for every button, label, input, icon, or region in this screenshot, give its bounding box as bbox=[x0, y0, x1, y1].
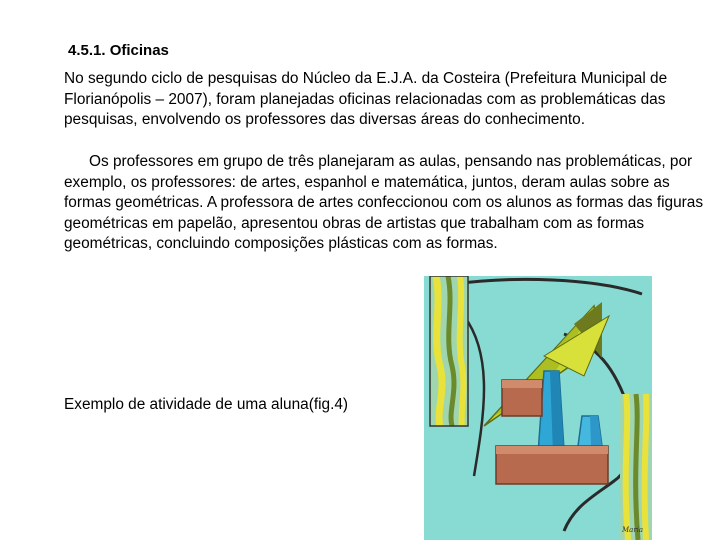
artist-signature: Maria bbox=[622, 526, 644, 534]
paragraph-workshops: Os professores em grupo de três planejaram as aulas, pensando nas problemáticas, por exemplo, os professores: de artes, espanhol e matemática, juntos, deram aulas sobre as formas geométricas. A professora de artes confeccionou com os alunos as formas das figuras geométricas em papelão, apresentou obras de artistas que trabalham com as formas geométricas, concluindo composições plásticas com as formas. bbox=[64, 153, 704, 253]
geometric-composition-drawing bbox=[424, 276, 652, 540]
section-heading: 4.5.1. Oficinas bbox=[68, 42, 169, 59]
figure-caption: Exemplo de atividade de uma aluna(fig.4) bbox=[64, 396, 349, 413]
student-artwork-image bbox=[424, 276, 652, 540]
paragraph-intro: No segundo ciclo de pesquisas do Núcleo da E.J.A. da Costeira (Prefeitura Municipal de Florianópolis – 2007), foram planejadas oficinas relacionadas com as problemáticas das pesquisas, envolvendo os professores das diversas áreas do conhecimento. bbox=[64, 70, 668, 129]
